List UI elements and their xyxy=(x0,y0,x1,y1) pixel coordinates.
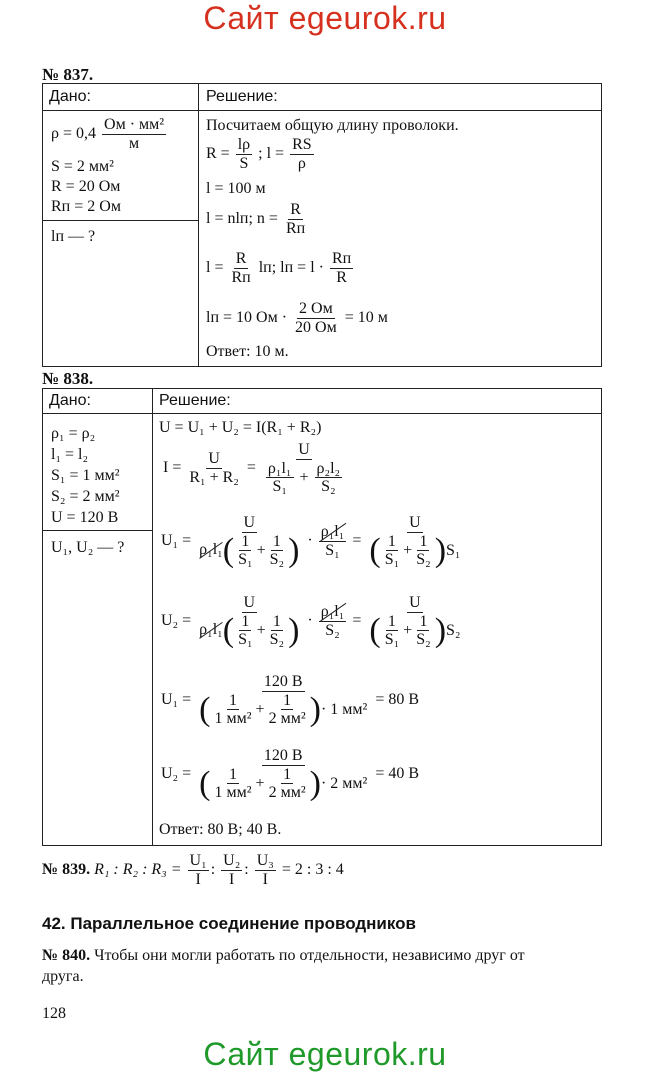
eq-u1-formula: U₁ = U ρ₁l₁( $\frac{1}{\text{S₁}}$ + $\frac{1}{\text{S₂}}$ ) · $\frac{\text{ρ₁l₁}}{\text{S₁}}$ = U ( $\frac{1}{\text{S₁}}$ + $\frac{1}{\text{S₂}}$ )S₁ xyxy=(161,514,461,569)
find-ln: lп — ? xyxy=(51,228,96,245)
section-heading: 42. Параллельное соединение проводников xyxy=(42,914,416,933)
site-banner-top: Сайт egeurok.ru xyxy=(203,0,447,36)
eq-u2-numeric: U₂ = 120 В ( $\frac{1}{\text{1 мм²}}$ + $\frac{1}{\text{2 мм²}}$ )· 2 мм² = 40 В xyxy=(161,747,420,802)
given-item: U = 120 В xyxy=(51,509,119,526)
eq-u1-numeric: U₁ = 120 В ( $\frac{1}{\text{1 мм²}}$ + $\frac{1}{\text{2 мм²}}$ )· 1 мм² = 80 В xyxy=(161,673,420,728)
problem-837-number: № 837. xyxy=(42,65,94,84)
given-rho: ρ = 0,4 $\frac{\text{Ом · мм²}}{м}$ xyxy=(51,116,165,152)
site-banner-bottom: Сайт egeurok.ru xyxy=(203,1036,447,1072)
problem-839: № 839. R₁ : R₂ : R₃ = $\frac{\text{U₁}}{I}$ : $\frac{\text{U₂}}{I}$ : $\frac{\text{U₃}}{I}$ = 2 : 3 : 4 xyxy=(42,852,344,888)
problem-839-number: № 839. xyxy=(42,860,91,878)
given-s: S = 2 мм² xyxy=(51,158,114,175)
solution-header: Решение: xyxy=(159,392,231,409)
solution-intro: Посчитаем общую длину проволоки. xyxy=(206,117,459,134)
formula-resistance: R = $\frac{l\rho}{S}$ ; l = $\frac{RS}{\rho}$ xyxy=(206,136,312,172)
given-item: l₁ = l₂ xyxy=(51,446,89,463)
eq-current: I = $\frac{U}{\text{R₁ + R₂}}$ = U $\frac{\text{ρ₁l₁}}{\text{S₁}}$ + $\frac{\text{ρ₂l₂}}{\text{S₂}}$ xyxy=(163,441,341,496)
answer-837: Ответ: 10 м. xyxy=(206,343,289,360)
formula-length: l = 100 м xyxy=(206,180,266,197)
column-divider xyxy=(152,389,153,845)
header-divider xyxy=(43,413,601,414)
given-item: S₁ = 1 мм² xyxy=(51,467,120,484)
given-find-divider xyxy=(43,530,152,531)
given-header: Дано: xyxy=(49,88,91,105)
given-item: ρ₁ = ρ₂ xyxy=(51,425,96,442)
given-r: R = 20 Ом xyxy=(51,178,121,195)
problem-840: № 840. Чтобы они могли работать по отдельности, независимо друг от друга. xyxy=(42,947,525,985)
given-list xyxy=(51,423,120,528)
find-u: U₁, U₂ — ? xyxy=(51,539,125,556)
given-item: S₂ = 2 мм² xyxy=(51,488,120,505)
eq-u2-formula: U₂ = U ρ₁l₁( $\frac{1}{\text{S₁}}$ + $\frac{1}{\text{S₂}}$ ) · $\frac{\text{ρ₁l₁}}{\text{S₂}}$ = U ( $\frac{1}{\text{S₁}}$ + $\frac{1}{\text{S₂}}$ )S₂ xyxy=(161,594,461,649)
eq-total-voltage: U = U₁ + U₂ = I(R₁ + R₂) xyxy=(159,419,322,436)
formula-result: lп = 10 Ом · $\frac{2 Ом}{20 Ом}$ = 10 м xyxy=(206,300,388,336)
problem-838-number: № 838. xyxy=(42,369,94,388)
header-divider xyxy=(43,110,601,111)
page-number: 128 xyxy=(42,1005,66,1022)
given-header: Дано: xyxy=(49,392,91,409)
column-divider xyxy=(198,84,199,366)
solution-header: Решение: xyxy=(206,88,278,105)
answer-838: Ответ: 80 В; 40 В. xyxy=(159,821,282,838)
given-find-divider xyxy=(43,220,198,221)
problem-838-table xyxy=(42,388,602,846)
given-rn: Rп = 2 Ом xyxy=(51,198,121,215)
formula-n: l = nlп; n = $\frac{R}{Rп}$ xyxy=(206,201,306,237)
formula-ln: l = $\frac{R}{Rп}$ lп; lп = l · $\frac{Rп}{R}$ xyxy=(206,250,352,286)
problem-840-number: № 840. xyxy=(42,947,91,964)
problem-837-table xyxy=(42,83,602,367)
